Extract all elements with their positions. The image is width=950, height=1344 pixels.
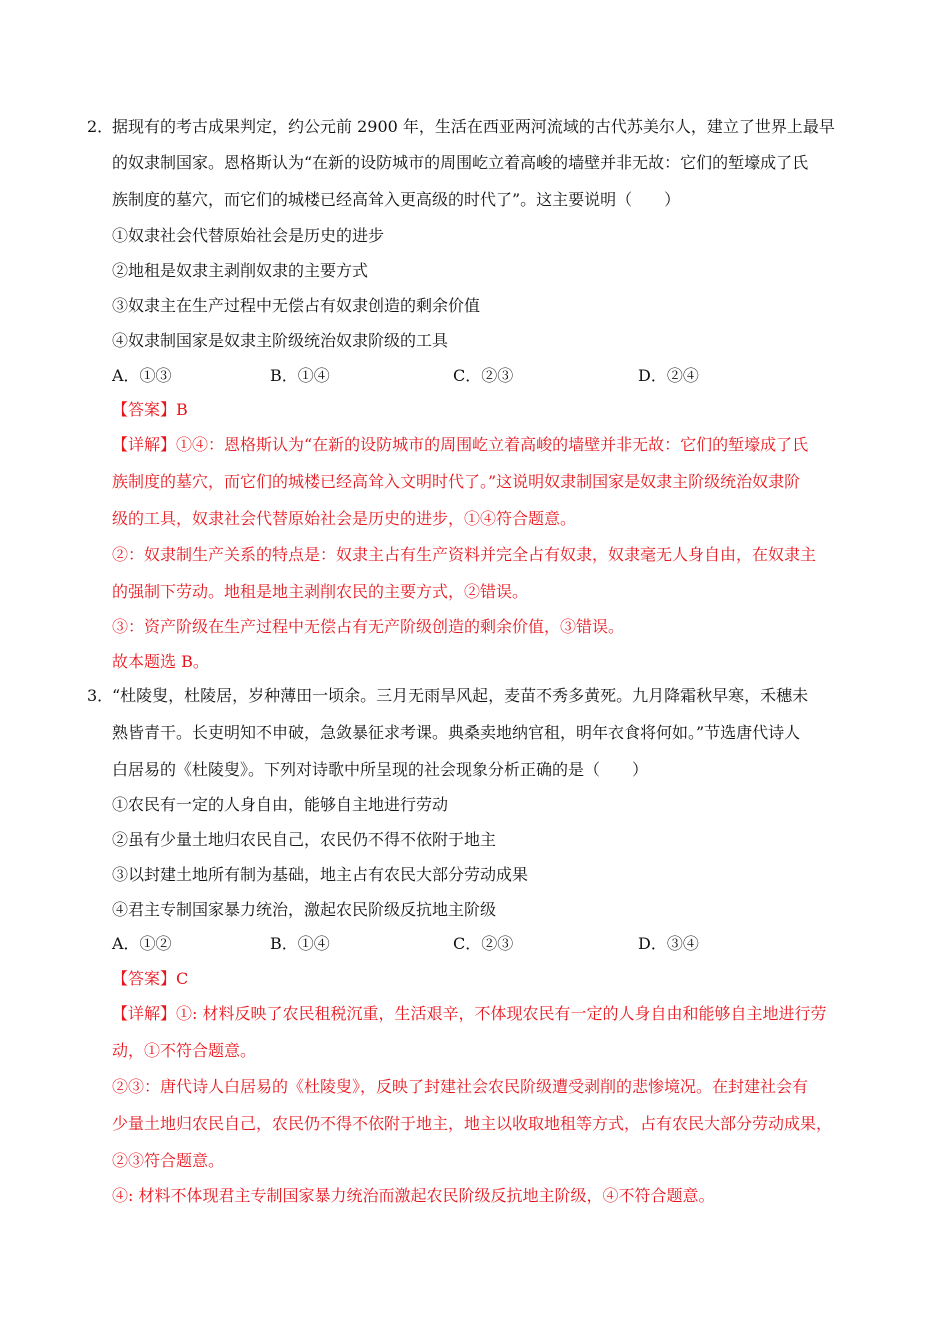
question-3-explanation-line-4: 少量土地归农民自己，农民仍不得不依附于地主，地主以收取地租等方式，占有农民大部分劳动成果， (112, 1114, 833, 1133)
question-2-stem-line-3: 族制度的墓穴，而它们的城楼已经高耸入更高级的时代了”。这主要说明（ ） (112, 190, 681, 209)
question-2-statement-4: ④奴隶制国家是奴隶主阶级统治奴隶阶级的工具 (112, 331, 449, 350)
question-3-stem-line-3: 白居易的《杜陵叟》。下列对诗歌中所呈现的社会现象分析正确的是（ ） (112, 760, 649, 779)
question-2-number: 2． (87, 117, 114, 136)
question-3-number: 3． (87, 686, 114, 705)
question-3-stem-line-1: “杜陵叟，杜陵居，岁种薄田一顷余。三月无雨旱风起，麦苗不秀多黄死。九月降霜秋早寒，禾穗未 (112, 686, 809, 705)
question-2-explanation-line-3: 级的工具，奴隶社会代替原始社会是历史的进步，①④符合题意。 (112, 509, 577, 528)
question-3-explanation-line-3: ②③：唐代诗人白居易的《杜陵叟》，反映了封建社会农民阶级遭受剥削的悲惨境况。在封建社会有 (112, 1077, 809, 1096)
question-3-stem-line-2: 熟皆青干。长吏明知不申破，急敛暴征求考课。典桑卖地纳官租，明年衣食将何如。”节选唐代诗人 (112, 723, 801, 742)
question-2-answer: 【答案】B (112, 400, 188, 419)
question-2-option-d: D．②④ (638, 366, 699, 385)
question-2-explanation-line-5: 的强制下劳动。地租是地主剥削农民的主要方式，②错误。 (112, 582, 529, 601)
question-2-option-a: A．①③ (112, 366, 172, 385)
question-3-option-b: B．①④ (270, 934, 330, 953)
question-3-explanation-line-6: ④: 材料不体现君主专制国家暴力统治而激起农民阶级反抗地主阶级，④不符合题意。 (112, 1186, 715, 1205)
question-3-statement-1: ①农民有一定的人身自由，能够自主地进行劳动 (112, 795, 449, 814)
question-3-statement-4: ④君主专制国家暴力统治，激起农民阶级反抗地主阶级 (112, 900, 497, 919)
question-3-explanation-line-2: 动，①不符合题意。 (112, 1041, 257, 1060)
question-2-stem-line-1: 据现有的考古成果判定，约公元前 2900 年，生活在西亚两河流域的古代苏美尔人，建立了世界上最早 (112, 117, 835, 136)
question-2-explanation-line-6: ③：资产阶级在生产过程中无偿占有无产阶级创造的剩余价值，③错误。 (112, 617, 625, 636)
question-3-answer: 【答案】C (112, 969, 189, 988)
question-3-explanation-line-5: ②③符合题意。 (112, 1151, 225, 1170)
question-2-statement-1: ①奴隶社会代替原始社会是历史的进步 (112, 226, 385, 245)
question-2-explanation-line-2: 族制度的墓穴，而它们的城楼已经高耸入文明时代了。”这说明奴隶制国家是奴隶主阶级统治奴隶阶 (112, 472, 801, 491)
question-2-stem-line-2: 的奴隶制国家。恩格斯认为“在新的设防城市的周围屹立着高峻的墙壁并非无故：它们的堑壕成了氏 (112, 153, 809, 172)
question-3-explanation-line-1: 【详解】①: 材料反映了农民租税沉重，生活艰辛，不体现农民有一定的人身自由和能够自主地进行劳 (112, 1004, 827, 1023)
question-2-option-b: B．①④ (270, 366, 330, 385)
question-2-explanation-line-7: 故本题选 B。 (112, 652, 209, 671)
question-3-option-d: D．③④ (638, 934, 699, 953)
question-2-statement-3: ③奴隶主在生产过程中无偿占有奴隶创造的剩余价值 (112, 296, 481, 315)
question-3-option-c: C．②③ (453, 934, 514, 953)
question-2-option-c: C．②③ (453, 366, 514, 385)
question-3-statement-3: ③以封建土地所有制为基础，地主占有农民大部分劳动成果 (112, 865, 529, 884)
question-3-statement-2: ②虽有少量土地归农民自己，农民仍不得不依附于地主 (112, 830, 497, 849)
question-2-explanation-line-4: ②：奴隶制生产关系的特点是：奴隶主占有生产资料并完全占有奴隶，奴隶毫无人身自由，在奴隶主 (112, 545, 817, 564)
question-2-statement-2: ②地租是奴隶主剥削奴隶的主要方式 (112, 261, 369, 280)
question-2-explanation-line-1: 【详解】①④：恩格斯认为“在新的设防城市的周围屹立着高峻的墙壁并非无故：它们的堑壕成了氏 (112, 435, 809, 454)
question-3-option-a: A．①② (112, 934, 172, 953)
